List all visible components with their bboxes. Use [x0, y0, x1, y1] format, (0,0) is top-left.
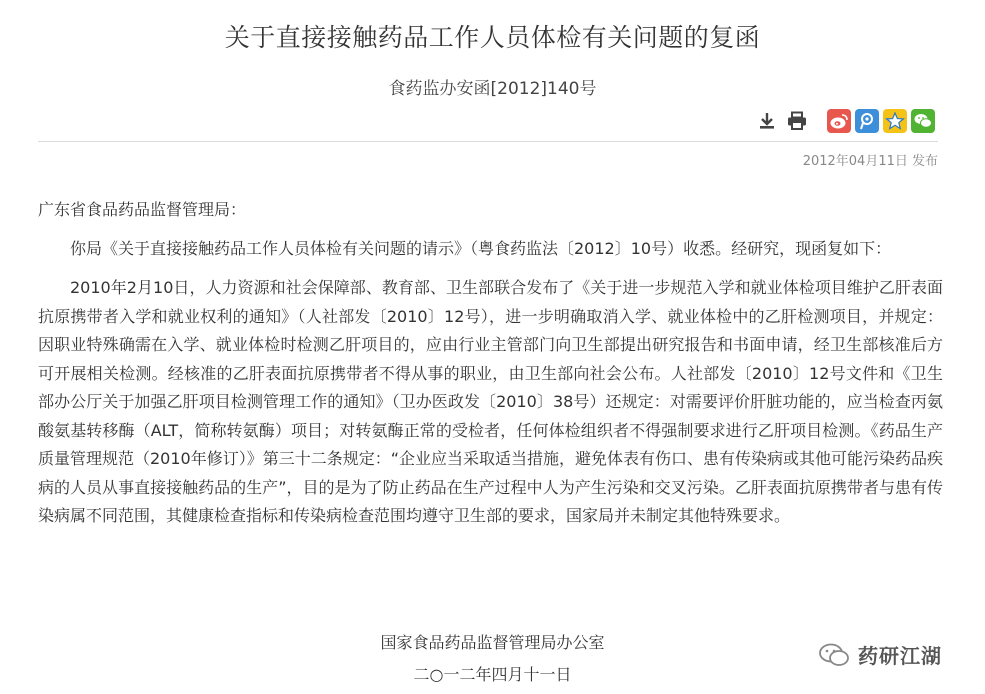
qzone-icon[interactable]: [883, 109, 907, 133]
watermark: [818, 640, 942, 669]
header-divider: [38, 141, 938, 142]
article-toolbar: [755, 108, 939, 134]
signature-organization: 国家食品药品监督管理局办公室: [380, 633, 605, 652]
addressee: 广东省食品药品监督管理局：: [38, 200, 247, 219]
paragraph-intro: 你局《关于直接接触药品工作人员体检有关问题的请示》（粤食药监法〔2012〕10号）收悉。经研究，现函复如下：: [70, 238, 892, 258]
wechat-logo-icon: [818, 642, 852, 668]
wechat-icon[interactable]: [911, 109, 935, 133]
document-number: 食药监办安函[2012]140号: [388, 79, 597, 99]
print-icon[interactable]: [785, 109, 809, 133]
article-body: [38, 196, 943, 542]
tencent-weibo-icon[interactable]: [855, 109, 879, 133]
watermark-text: 药研江湖: [858, 644, 942, 668]
paragraph-main: 2010年2月10日，人力资源和社会保障部、教育部、卫生部联合发布了《关于进一步规范入学和就业体检项目维护乙肝表面抗原携带者入学和就业权利的通知》（人社部发〔2010〕12号），进一步明确取消入学、就业体检中的乙肝检测项目，并规定：因职业特殊确需在入学、就业体检时检测乙肝项目的，应由行业主管部门向卫生部提出研究报告和书面申请，经卫生部核准后方可开展相关检测。经核准的乙肝表面抗原携带者不得从事的职业，由卫生部向社会公布。人社部发〔2010〕12号文件和《卫生部办公厅关于加强乙肝项目检测管理工作的通知》（卫办医政发〔2010〕38号）还规定：对需要评价肝脏功能的，应当检查丙氨酸氨基转移酶（ALT，简称转氨酶）项目；对转氨酶正常的受检者，任何体检组织者不得强制要求进行乙肝项目检测。《药品生产质量管理规范（2010年修订）》第三十二条规定：“企业应当采取适当措施，避免体表有伤口、患有传染病或其他可能污染药品疾病的人员从事直接接触药品的生产”，目的是为了防止药品在生产过程中人为产生污染和交叉污染。乙肝表面抗原携带者与患有传染病属不同范围，其健康检查指标和传染病检查范围均遵守卫生部的要求，国家局并未制定其他特殊要求。: [38, 278, 944, 525]
page-title: 关于直接接触药品工作人员体检有关问题的复函: [224, 23, 761, 52]
download-icon[interactable]: [755, 109, 779, 133]
publish-date: 2012年04月11日 发布: [802, 154, 938, 169]
signature-date: 二○一二年四月十一日: [413, 665, 572, 684]
weibo-icon[interactable]: [827, 109, 851, 133]
